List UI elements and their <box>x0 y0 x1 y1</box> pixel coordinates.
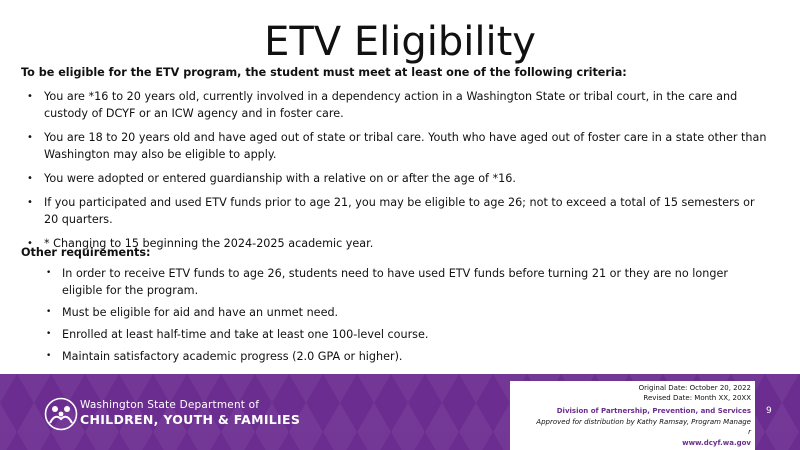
approval-note-wrap: r <box>748 428 751 436</box>
revised-date: Revised Date: Month XX, 20XX <box>643 394 751 402</box>
website-link[interactable]: www.dcyf.wa.gov <box>682 439 751 447</box>
slide-title: ETV Eligibility <box>264 19 536 65</box>
intro-text: To be eligible for the ETV program, the student must meet at least one of the following criteria: <box>21 66 627 79</box>
list-item: • In order to receive ETV funds to age 26, students need to have used ETV funds before turning 21 or they are no longer eligible for the program. <box>46 267 728 297</box>
page-number: 9 <box>766 406 772 416</box>
bullet-icon: • <box>27 238 33 249</box>
division-name: Division of Partnership, Prevention, and Services <box>556 407 751 415</box>
original-date: Original Date: October 20, 2022 <box>638 384 751 392</box>
bullet-icon: • <box>46 329 52 339</box>
bullet-icon: • <box>27 91 33 102</box>
bullet-icon: • <box>46 351 52 361</box>
list-item: • * Changing to 15 beginning the 2024-2025 academic year. <box>27 237 374 250</box>
bullet-icon: • <box>27 132 33 143</box>
bullet-icon: • <box>46 268 52 278</box>
list-item: • Maintain satisfactory academic progress (2.0 GPA or higher). <box>46 350 403 363</box>
other-requirements-list <box>44 265 769 370</box>
bullet-icon: • <box>27 197 33 208</box>
approval-note: Approved for distribution by Kathy Ramsay, Program Manage <box>536 418 751 426</box>
criteria-list <box>24 88 769 259</box>
document-info-box <box>510 381 755 450</box>
org-name-line2: CHILDREN, YOUTH & FAMILIES <box>80 412 301 427</box>
list-item: • You are *16 to 20 years old, currently involved in a dependency action in a Washington State or tribal court, in the care and custody of DCYF or an ICW agency and in foster care. <box>27 90 738 120</box>
org-name-line1: Washington State Department of <box>80 399 260 411</box>
dcyf-logo-icon <box>44 397 78 431</box>
list-item: • You were adopted or entered guardianship with a relative on or after the age of *16. <box>27 172 516 185</box>
list-item: • Must be eligible for aid and have an unmet need. <box>46 306 339 319</box>
bullet-icon: • <box>46 307 52 317</box>
other-requirements-heading: Other requirements: <box>21 246 151 259</box>
list-item: • Enrolled at least half-time and take at least one 100-level course. <box>46 328 429 341</box>
list-item: • If you participated and used ETV funds prior to age 21, you may be eligible to age 26; not to exceed a total of 15 semesters or 20 quarters. <box>27 196 755 226</box>
bullet-icon: • <box>27 173 33 184</box>
list-item: • You are 18 to 20 years old and have aged out of state or tribal care. Youth who have aged out of foster care in a state other than Washington may also be eligible to apply. <box>27 131 767 161</box>
